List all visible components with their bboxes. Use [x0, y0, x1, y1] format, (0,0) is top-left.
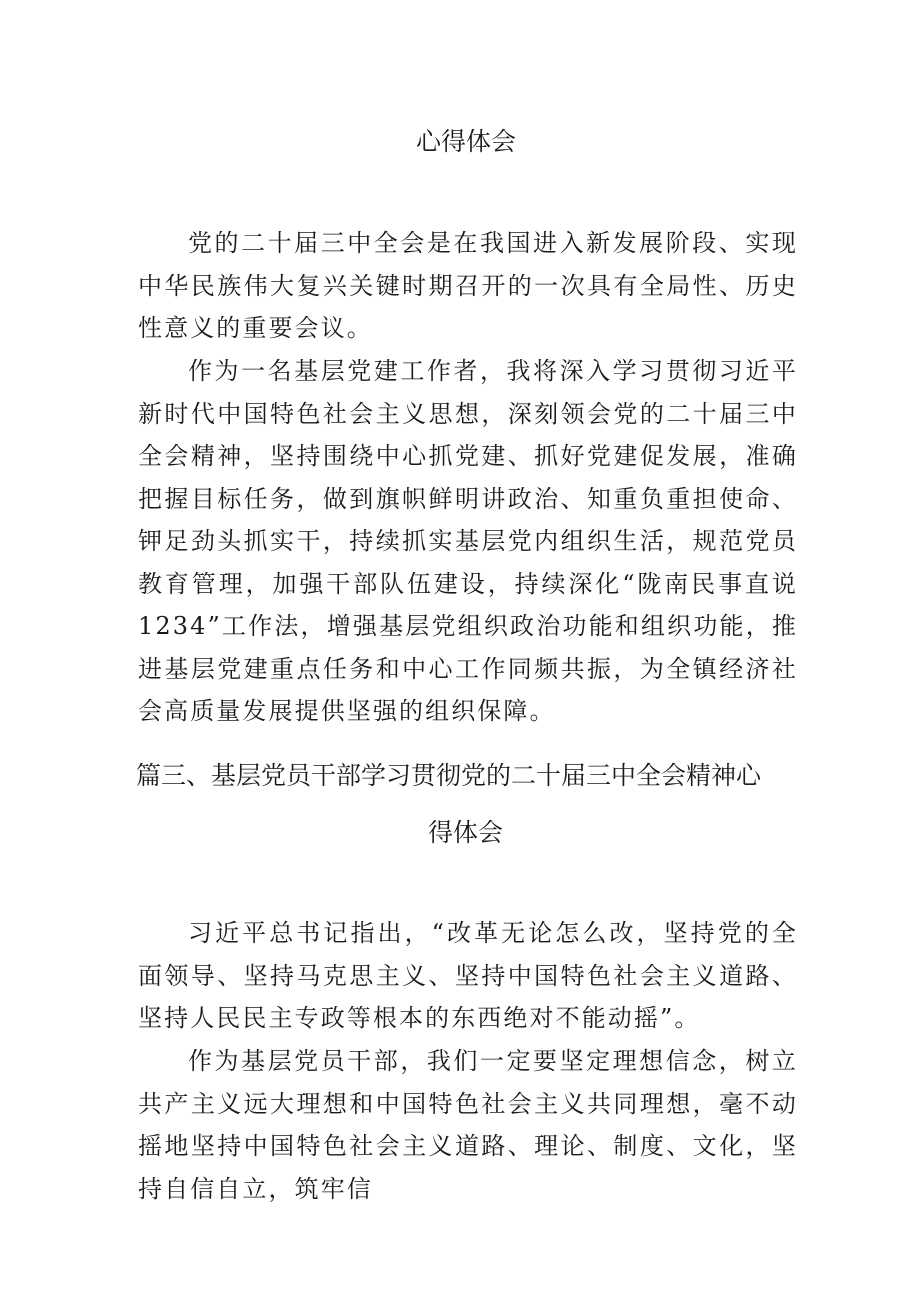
section-title-tail: 心得体会	[416, 127, 517, 156]
section-title-continued: 得体会	[428, 818, 504, 847]
paragraph: 习近平总书记指出，“改革无论怎么改，坚持党的全面领导、坚持马克思主义、坚持中国特色社会主义道路、坚持人民民主专政等根本的东西绝对不能动摇”。	[138, 919, 798, 1032]
paragraph: 党的二十届三中全会是在我国进入新发展阶段、实现中华民族伟大复兴关键时期召开的一次具有全局性、历史性意义的重要会议。	[138, 229, 798, 342]
paragraph: 作为基层党员干部，我们一定要坚定理想信念，树立共产主义远大理想和中国特色社会主义共同理想，毫不动摇地坚持中国特色社会主义道路、理论、制度、文化，坚持自信自立，筑牢信	[138, 1047, 798, 1203]
section-title: 篇三、基层党员干部学习贯彻党的二十届三中全会精神心	[136, 761, 762, 790]
paragraph: 作为一名基层党建工作者，我将深入学习贯彻习近平新时代中国特色社会主义思想，深刻领会党的二十届三中全会精神，坚持围绕中心抓党建、抓好党建促发展，准确把握目标任务，做到旗帜鲜明讲政治、知重负重担使命、钾足劲头抓实干，持续抓实基层党内组织生活，规范党员教育管理，加强干部队伍建设，持续深化“陇南民事直说1234”工作法，增强基层党组织政治功能和组织功能，推进基层党建重点任务和中心工作同频共振，为全镇经济社会高质量发展提供坚强的组织保障。	[138, 357, 798, 725]
